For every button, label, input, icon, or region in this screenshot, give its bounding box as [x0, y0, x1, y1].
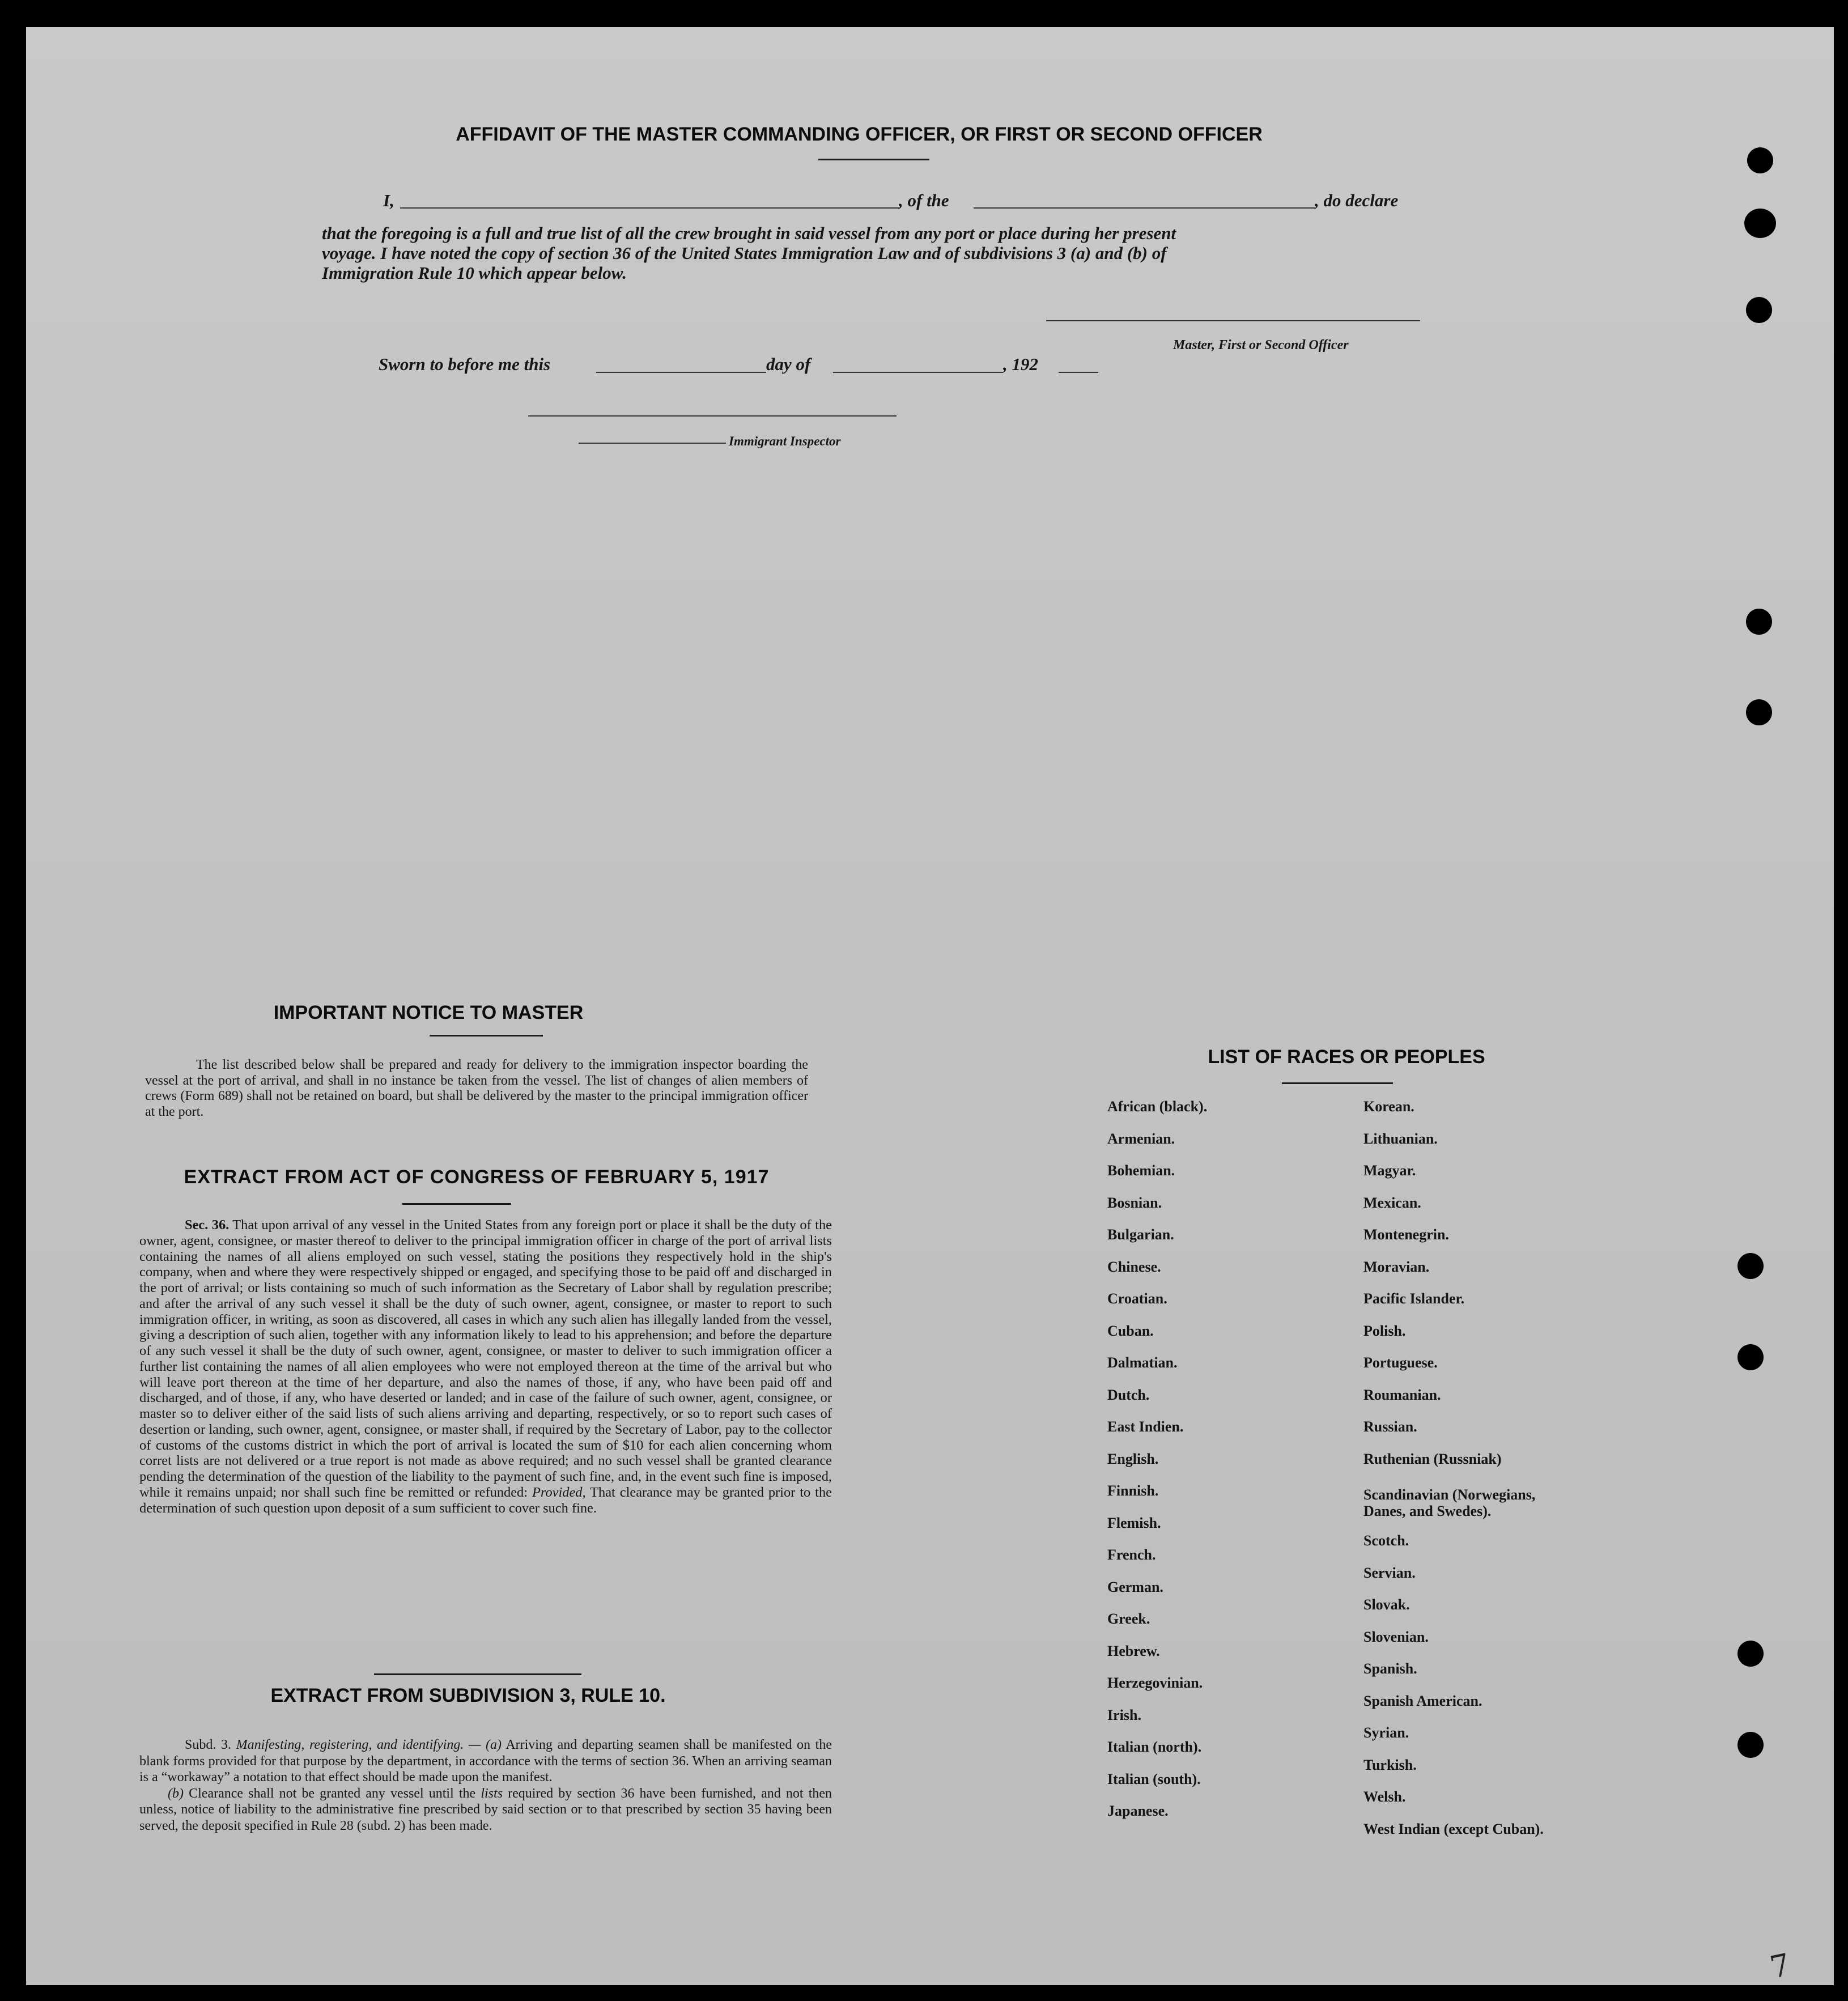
races-title: LIST OF RACES OR PEOPLES — [1208, 1046, 1485, 1068]
race-item: Turkish. — [1363, 1756, 1417, 1773]
race-item: French. — [1107, 1547, 1156, 1563]
race-item: Syrian. — [1363, 1724, 1409, 1741]
punch-hole — [1744, 209, 1776, 238]
sworn-prefix: Sworn to before me this — [379, 354, 551, 374]
race-item: Scotch. — [1363, 1532, 1409, 1549]
affidavit-title-rule — [818, 159, 929, 160]
rule-b-post: required by section 36 have been furnished, and not then unless, notice of liability to the administrative fine prescribed by said section or to that prescribed by section 35 having been served, the deposit specified in Rule 28 (subd. 2) has been made. — [139, 1786, 832, 1833]
race-item: Flemish. — [1107, 1514, 1161, 1531]
race-item: Croatian. — [1107, 1290, 1167, 1307]
rule-a-text: Arriving and departing seamen shall be manifested on the blank forms provided for that purpose by the department, in accordance with the terms of section 36. When an arriving seaman is a “workaway” a notation to that effect should be made upon the manifest. — [139, 1737, 832, 1785]
notice-title: IMPORTANT NOTICE TO MASTER — [273, 1002, 584, 1023]
race-item: Ruthenian (Russniak) — [1363, 1450, 1502, 1467]
race-item: Russian. — [1363, 1418, 1417, 1435]
race-item: African (black). — [1107, 1098, 1208, 1115]
race-item: Dutch. — [1107, 1386, 1150, 1403]
affidavit-line3: voyage. I have noted the copy of section 36 of the United States Immigration Law and of subdivisions 3 (a) and (b) of — [322, 243, 1167, 263]
rule-top-rule — [374, 1673, 581, 1675]
race-item: Polish. — [1363, 1322, 1406, 1339]
punch-hole — [1746, 297, 1772, 323]
vessel-field[interactable] — [974, 207, 1315, 209]
rule-subd-heading: Manifesting, registering, and identifying. — [236, 1737, 464, 1752]
punch-hole — [1737, 1732, 1764, 1758]
race-item: Slovak. — [1363, 1596, 1410, 1613]
race-item: Hebrew. — [1107, 1642, 1160, 1659]
notice-body — [145, 1057, 808, 1120]
inspector-prefix-line — [579, 443, 726, 444]
race-item: Portuguese. — [1363, 1354, 1438, 1371]
rule-part-a — [139, 1737, 832, 1786]
punch-hole — [1737, 1344, 1764, 1370]
rule-b-lists: lists — [481, 1786, 503, 1801]
affidavit-line4: Immigration Rule 10 which appear below. — [322, 263, 627, 283]
affidavit-line2: that the foregoing is a full and true list of all the crew brought in said vessel from any port or place during her present — [322, 223, 1176, 243]
punch-hole — [1746, 699, 1772, 725]
act-text: That upon arrival of any vessel in the United States from any foreign port or place it shall be the duty of the owner, agent, consignee, or master thereof to deliver to the principal immigration officer in charge of the port of arrival lists containing the names of all aliens employed on such vessel, stating the positions they respectively hold in the ship's company, when and where they were respectively shipped or engaged, and specifying those to be paid off and discharged in the port of arrival; or lists containing so much of such information as the Secretary of Labor shall by regulation prescribe; and after the arrival of any such vessel it shall be the duty of such owner, agent, consignee, or master to report to such immigration officer, in writing, as soon as discovered, all cases in which any such alien has illegally landed from the vessel, giving a description of such alien, together with any information likely to lead to his apprehension; and before the departure of any such vessel it shall be the duty of such owner, agent, consignee, or master to deliver to such immigration officer a further list containing the names of all alien employees who were not employed thereon at the time of the arrival but who will leave port thereon at the time of her departure, and also the names of those, if any, who have been paid off and discharged, and of those, if any, who have deserted or landed; and in case of the failure of such owner, agent, consignee, or master so to deliver either of the said lists of such aliens arriving and departing, respectively, or so to report such cases of desertion or landing, such owner, agent, consignee, or master shall, if required by the Secretary of Labor, pay to the collector of customs of the customs district in which the port of arrival is located the sum of $10 for each alien concerning whom corret lists are not delivered or a true report is not made as above required; and no such vessel shall be granted clearance pending the determination of the question of the liability to the payment of such fine, and, in the event such fine is imposed, while it remains unpaid; nor shall such fine be remitted or refunded: — [139, 1217, 832, 1500]
race-item: Finnish. — [1107, 1482, 1159, 1499]
act-title: EXTRACT FROM ACT OF CONGRESS OF FEBRUARY 5, 1917 — [184, 1166, 770, 1188]
race-item: Chinese. — [1107, 1258, 1161, 1275]
race-item: Bulgarian. — [1107, 1226, 1174, 1243]
act-provided-label: Provided, — [532, 1484, 586, 1500]
race-item: Italian (south). — [1107, 1770, 1201, 1787]
race-item: Servian. — [1363, 1564, 1416, 1581]
race-item: Dalmatian. — [1107, 1354, 1178, 1371]
race-item — [1363, 1475, 1567, 1525]
signature-field[interactable] — [1046, 320, 1420, 321]
race-item: Korean. — [1363, 1098, 1414, 1115]
race-item: German. — [1107, 1578, 1163, 1595]
affidavit-declare: , do declare — [1315, 190, 1399, 210]
rule-subd-label: Subd. 3. — [185, 1737, 231, 1752]
race-item: Italian (north). — [1107, 1739, 1202, 1755]
rule-b-pre: Clearance shall not be granted any vessel until the — [189, 1786, 476, 1801]
race-item: Welsh. — [1363, 1788, 1406, 1805]
document-page — [26, 27, 1834, 1985]
rule-title: EXTRACT FROM SUBDIVISION 3, RULE 10. — [270, 1685, 666, 1706]
race-item: Bosnian. — [1107, 1194, 1162, 1211]
race-item: Moravian. — [1363, 1258, 1430, 1275]
notice-title-rule — [430, 1035, 543, 1036]
act-title-rule — [402, 1203, 511, 1205]
rule-body — [139, 1737, 832, 1834]
race-item: Irish. — [1107, 1706, 1141, 1723]
punch-hole — [1746, 609, 1772, 635]
race-item: Magyar. — [1363, 1162, 1416, 1179]
punch-hole — [1737, 1641, 1764, 1667]
race-item: Pacific Islander. — [1363, 1290, 1465, 1307]
affidavit-of-the: , of the — [899, 190, 949, 210]
act-body — [139, 1217, 832, 1516]
signature-label: Master, First or Second Officer — [1173, 338, 1349, 352]
sworn-year-label: , 192 — [1003, 354, 1038, 374]
punch-hole — [1747, 147, 1773, 173]
inspector-label: Immigrant Inspector — [729, 434, 841, 448]
sworn-month-field[interactable] — [833, 372, 1003, 373]
act-section-label: Sec. 36. — [185, 1217, 230, 1233]
affidavit-i: I, — [383, 190, 394, 210]
race-item: Japanese. — [1107, 1803, 1169, 1819]
rule-a-label: — (a) — [469, 1737, 502, 1752]
race-item: Armenian. — [1107, 1130, 1175, 1147]
race-item: Slovenian. — [1363, 1628, 1429, 1645]
rule-part-b — [139, 1786, 832, 1834]
affidavit-title: AFFIDAVIT OF THE MASTER COMMANDING OFFICER, OR FIRST OR SECOND OFFICER — [456, 124, 1263, 145]
races-list-right — [1363, 1091, 1567, 1845]
race-item: Mexican. — [1363, 1194, 1421, 1211]
page-mark: 7 — [1766, 1947, 1794, 1986]
punch-hole — [1737, 1253, 1764, 1279]
race-item-text: Scandinavian (Norwegians, Danes, and Swedes). — [1363, 1486, 1536, 1519]
sworn-day-label: day of — [766, 354, 811, 374]
race-item: Cuban. — [1107, 1322, 1154, 1339]
race-item: Herzegovinian. — [1107, 1675, 1203, 1691]
name-field[interactable] — [400, 207, 899, 209]
rule-b-label: (b) — [168, 1786, 184, 1801]
race-item: Spanish American. — [1363, 1692, 1482, 1709]
races-title-rule — [1282, 1082, 1393, 1084]
race-item: East Indien. — [1107, 1418, 1184, 1435]
race-item: Greek. — [1107, 1611, 1150, 1627]
sworn-day-field[interactable] — [596, 372, 766, 373]
race-item: Bohemian. — [1107, 1162, 1175, 1179]
race-item: West Indian (except Cuban). — [1363, 1820, 1544, 1837]
races-list-left — [1107, 1091, 1207, 1828]
inspector-signature-field[interactable] — [528, 415, 897, 417]
race-item: Lithuanian. — [1363, 1130, 1438, 1147]
race-item: Montenegrin. — [1363, 1226, 1449, 1243]
race-item: Roumanian. — [1363, 1386, 1441, 1403]
race-item: English. — [1107, 1450, 1159, 1467]
sworn-year-field[interactable] — [1059, 372, 1098, 373]
race-item: Spanish. — [1363, 1660, 1417, 1677]
notice-text: The list described below shall be prepared and ready for delivery to the immigration inspector boarding the vessel at the port of arrival, and shall in no instance be taken from the vessel. The list of changes of alien members of crews (Form 689) shall not be retained on board, but shall be delivered by the master to the principal immigration officer at the port. — [145, 1057, 808, 1119]
act-provided-text: That clearance may be granted prior to the determination of such question upon deposit of a sum sufficient to cover such fine. — [139, 1484, 832, 1516]
